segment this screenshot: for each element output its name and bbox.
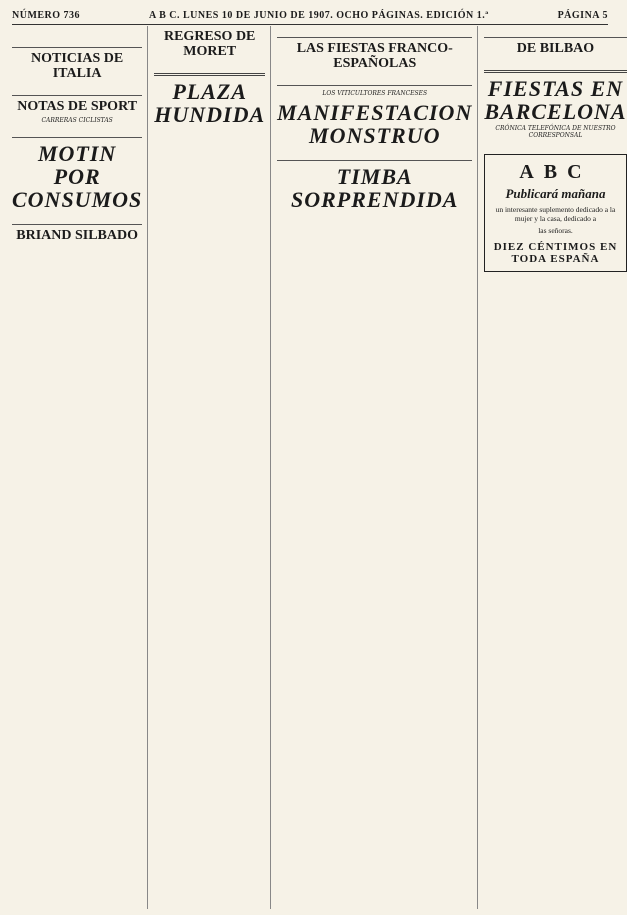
edition-line: A B C. LUNES 10 DE JUNIO DE 1907. OCHO PÁGINAS. EDICIÓN 1.ª — [148, 9, 489, 21]
ad-title: Publicará mañana — [505, 186, 606, 202]
masthead — [12, 6, 608, 25]
headline: BRIAND SILBADO — [16, 228, 138, 244]
ad-price: DIEZ CÉNTIMOS EN TODA ESPAÑA — [493, 241, 618, 266]
ad-line: las señoras. — [538, 226, 573, 236]
body-text — [12, 84, 142, 91]
headline: REGRESO DE MORET — [163, 29, 256, 59]
body-text — [12, 246, 142, 253]
column-2 — [154, 26, 271, 909]
columns — [12, 26, 627, 909]
headline: FIESTAS EN BARCELONA — [484, 76, 627, 125]
page-number-right: PÁGINA 5 — [557, 9, 608, 21]
body-text — [484, 141, 626, 148]
kicker: LOS VITICULTORES FRANCESES — [322, 89, 428, 97]
subheadline: CARRERAS CICLISTAS — [41, 116, 113, 124]
body-text — [277, 26, 472, 33]
body-text — [277, 213, 472, 220]
page-number-left: NÚMERO 736 — [12, 9, 81, 21]
ad-brand: ABC — [519, 161, 592, 184]
body-text — [12, 26, 142, 33]
headline: NOTICIAS DE ITALIA — [31, 51, 124, 82]
headline: DE BILBAO — [516, 41, 595, 57]
headline: PLAZA HUNDIDA — [154, 78, 266, 127]
body-text — [12, 213, 142, 220]
body-text — [154, 128, 265, 135]
column-4 — [484, 26, 626, 909]
body-text — [277, 74, 472, 81]
ad-line: un interesante suplemento dedicado a la mujer y la casa, dedicado a — [495, 205, 616, 224]
headline: NOTAS DE SPORT — [17, 98, 138, 114]
body-text — [277, 149, 472, 156]
body-text — [484, 59, 626, 66]
headline: MANIFESTACION MONSTRUO — [277, 99, 473, 148]
advertisement-box — [484, 154, 626, 272]
headline: MOTIN POR CONSUMOS — [12, 140, 143, 213]
subheadline: CRÓNICA TELEFÓNICA DE NUESTRO CORRESPONSAL — [495, 125, 616, 140]
body-text — [484, 26, 626, 33]
body-text — [12, 126, 142, 133]
column-3 — [277, 26, 478, 909]
headline: TIMBA SORPRENDIDA — [291, 164, 459, 213]
column-1 — [12, 26, 148, 909]
headline: LAS FIESTAS FRANCO-ESPAÑOLAS — [296, 41, 453, 71]
body-text — [154, 61, 265, 68]
body-text — [12, 36, 142, 43]
